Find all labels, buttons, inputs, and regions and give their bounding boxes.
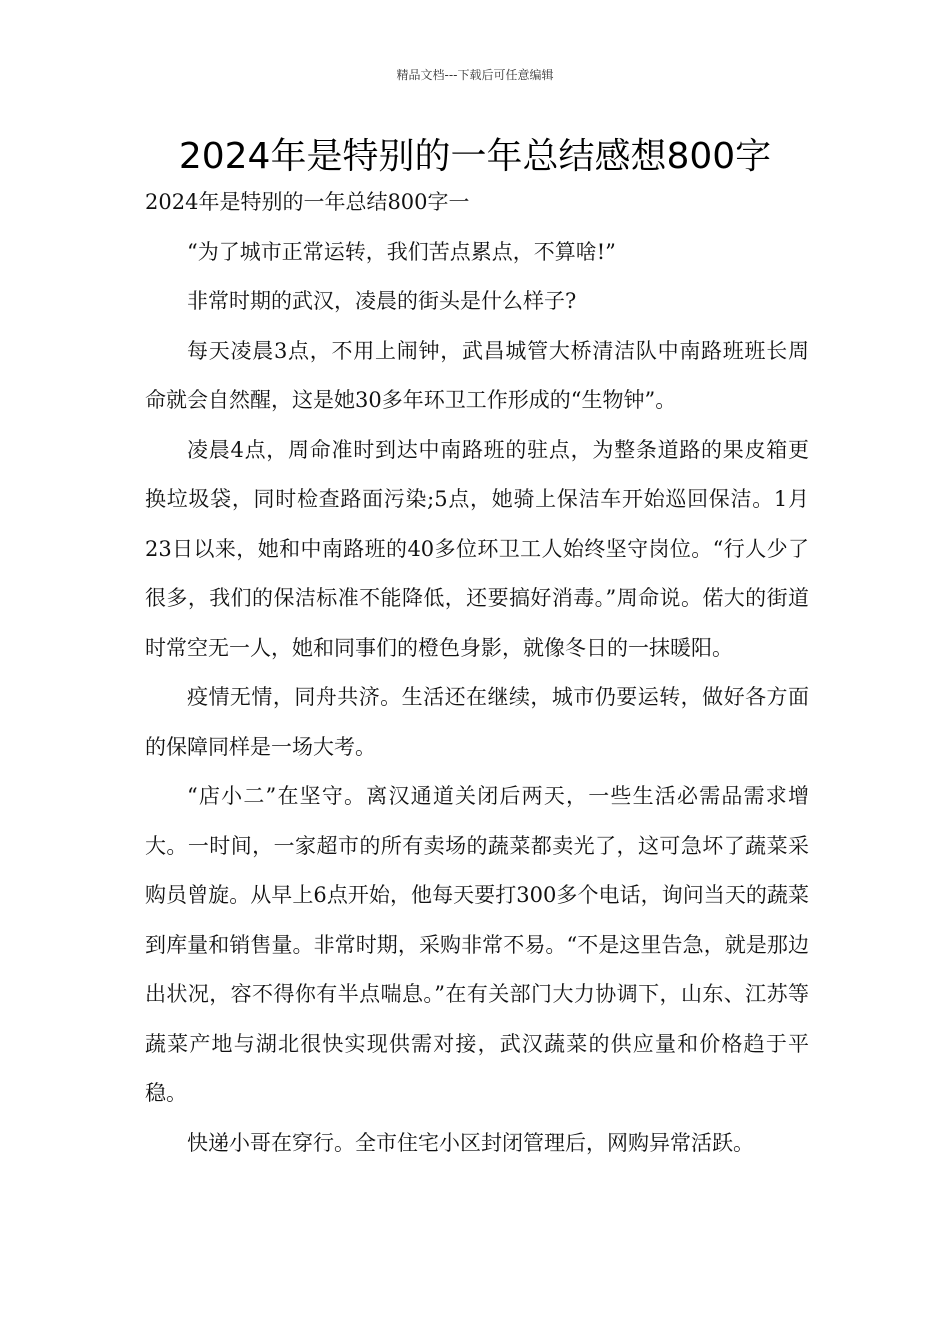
paragraph: 每天凌晨3点，不用上闹钟，武昌城管大桥清洁队中南路班班长周命就会自然醒，这是她30多年环卫工作形成的“生物钟”。	[145, 338, 809, 412]
paragraph: “为了城市正常运转，我们苦点累点，不算啥!”	[187, 239, 616, 264]
paragraph: 凌晨4点，周命准时到达中南路班的驻点，为整条道路的果皮箱更换垃圾袋，同时检查路面污染;5点，她骑上保洁车开始巡回保洁。1月23日以来，她和中南路班的40多位环卫工人始终坚守岗位。“行人少了很多，我们的保洁标准不能降低，还要搞好消毒。”周命说。偌大的街道时常空无一人，她和同事们的橙色身影，就像冬日的一抹暖阳。	[145, 437, 809, 660]
subtitle-paragraph: 2024年是特别的一年总结800字一	[145, 190, 470, 214]
document-title: 2024年是特别的一年总结感想800字	[178, 136, 772, 177]
paragraph: “店小二”在坚守。离汉通道关闭后两天，一些生活必需品需求增大。一时间，一家超市的所有卖场的蔬菜都卖光了，这可急坏了蔬菜采购员曾旋。从早上6点开始，他每天要打300多个电话，询问当天的蔬菜到库量和销售量。非常时期，采购非常不易。“不是这里告急，就是那边出状况，容不得你有半点喘息。”在有关部门大力协调下，山东、江苏等蔬菜产地与湖北很快实现供需对接，武汉蔬菜的供应量和价格趋于平稳。	[145, 784, 809, 1105]
paragraph: 疫情无情，同舟共济。生活还在继续，城市仍要运转，做好各方面的保障同样是一场大考。	[145, 685, 809, 759]
header-note: 精品文档---下载后可任意编辑	[396, 68, 554, 82]
paragraph: 快递小哥在穿行。全市住宅小区封闭管理后，网购异常活跃。	[187, 1130, 754, 1155]
paragraph: 非常时期的武汉，凌晨的街头是什么样子?	[187, 289, 577, 313]
document-body	[145, 178, 809, 1168]
